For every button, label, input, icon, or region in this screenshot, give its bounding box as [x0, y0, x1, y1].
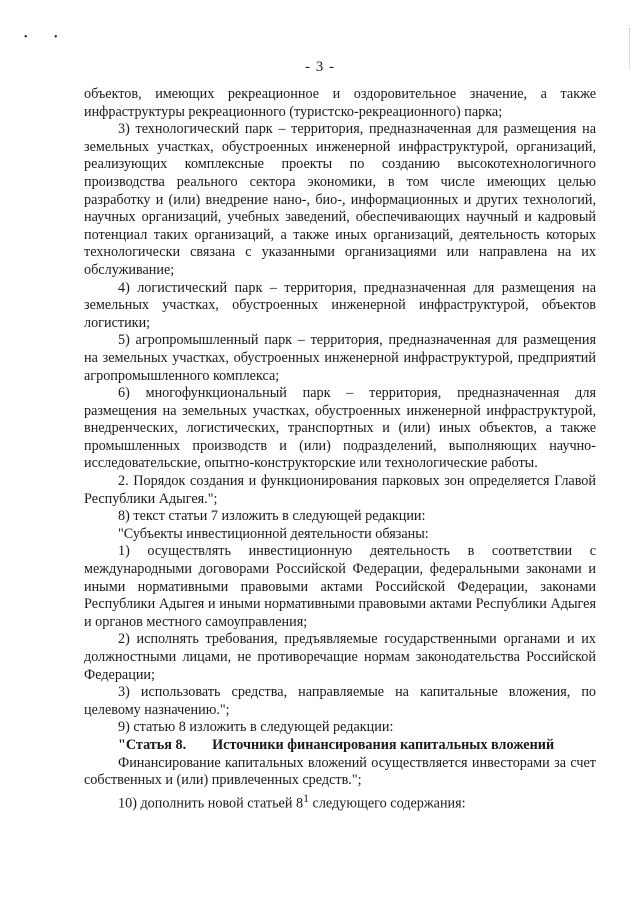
- article-label: "Статья 8.: [118, 736, 187, 753]
- paragraph: 3) технологический парк – территория, предназначенная для размещения на земельных участках, обустроенных инженерной инфраструктурой, организаций, реализующих комплексные проекты по созданию высокотехнологичного производства реального сектора экономики, в том числе имеющих целью разработку и (или) внедрение нано-, био-, информационных и других технологий, научных организаций, учебных заведений, обеспечивающих научный и кадровый потенциал таких организаций, а также иных организаций, деятельность которых технологически связана с указанными организациями или направлена на их обслуживание;: [84, 121, 596, 278]
- document-body: [84, 86, 596, 813]
- last-line-before: 10) дополнить новой статьей 8: [118, 795, 304, 812]
- paragraph: 1) осуществлять инвестиционную деятельность в соответствии с международными договорами Российской Федерации, федеральными законами и иными нормативными правовыми актами Российской Федерации, законами Республики Адыгея и иными нормативными правовыми актами Республики Адыгея и органов местного самоуправления;: [84, 543, 596, 630]
- paragraph: 2) исполнять требования, предъявляемые государственными органами и их должностными лицами, не противоречащие нормам законодательства Российской Федерации;: [84, 631, 596, 683]
- scan-mark: •: [54, 32, 58, 43]
- article-heading: [84, 737, 596, 755]
- paragraph: 8) текст статьи 7 изложить в следующей редакции:: [118, 508, 426, 525]
- page-number: - 3 -: [305, 59, 335, 75]
- scan-marks: [24, 32, 82, 43]
- article-title: Источники финансирования капитальных вложений: [212, 736, 555, 753]
- paragraph: 2. Порядок создания и функционирования парковых зон определяется Главой Республики Адыгея.";: [84, 473, 596, 507]
- paragraph: 9) статью 8 изложить в следующей редакции:: [118, 719, 394, 736]
- paragraph: 3) использовать средства, направляемые на капитальные вложения, по целевому назначению.";: [84, 684, 596, 718]
- scan-mark: •: [24, 32, 28, 43]
- paragraph: объектов, имеющих рекреационное и оздоровительное значение, а также инфраструктуры рекреационного (туристско-рекреационного) парка;: [84, 86, 596, 120]
- paragraph: 6) многофункциональный парк – территория, предназначенная для размещения на земельных участках, обустроенных инженерной инфраструктурой, внедренческих, логистических, транспортных и (или) иных объектов, а также промышленных производств и (или) подразделений, выполняющих научно-исследовательские, опытно-конструкторские или технологические работы.: [84, 385, 596, 472]
- paragraph: Финансирование капитальных вложений осуществляется инвесторами за счет собственных и (или) привлеченных средств.";: [84, 754, 596, 789]
- paragraph-last: [84, 790, 596, 813]
- last-line-after: следующего содержания:: [309, 795, 466, 812]
- paragraph: "Субъекты инвестиционной деятельности обязаны:: [118, 525, 429, 542]
- paragraph: 5) агропромышленный парк – территория, предназначенная для размещения на земельных участках, обустроенных инженерной инфраструктурой, предприятий агропромышленного комплекса;: [84, 332, 596, 384]
- last-line-superscript: 1: [303, 790, 309, 805]
- paragraph: 4) логистический парк – территория, предназначенная для размещения на земельных участках, обустроенных инженерной инфраструктурой, объектов логистики;: [84, 279, 596, 331]
